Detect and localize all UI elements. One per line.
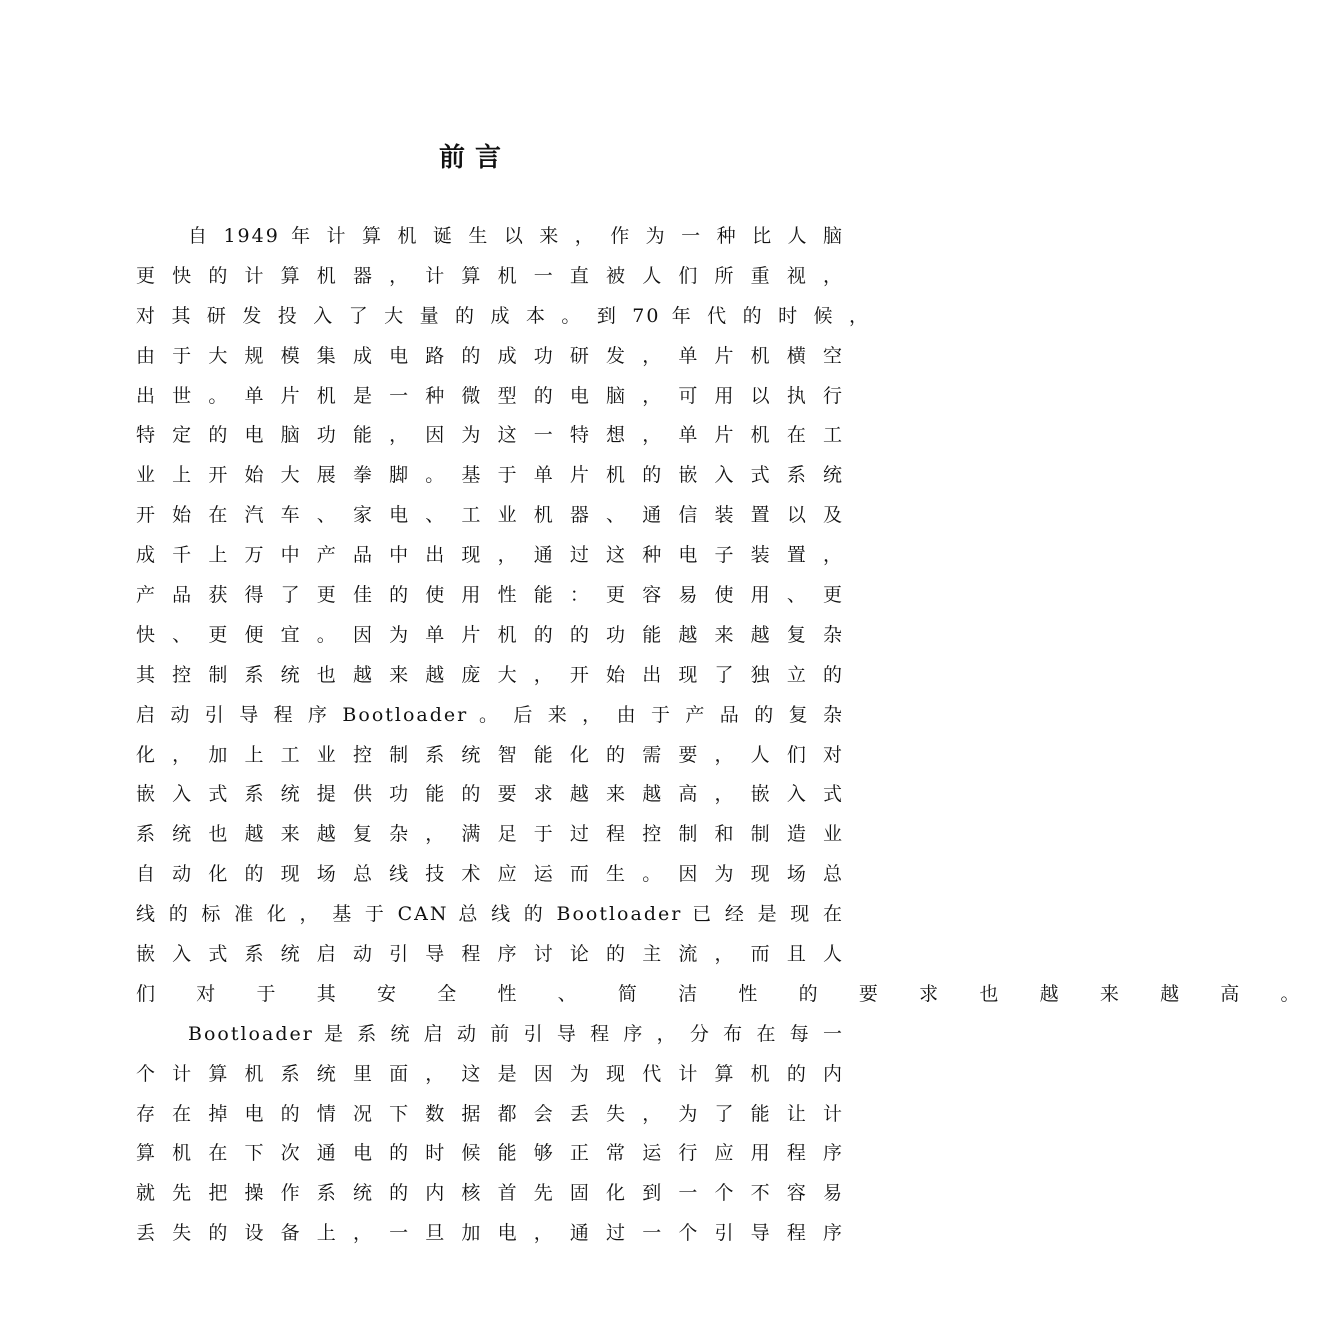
text-line: 更 快 的 计 算 机 器 ， 计 算 机 一 直 被 人 们 所 重 视 ，: [136, 264, 844, 287]
text-line: 们 对 于 其 安 全 性 、 简 洁 性 的 要 求 也 越 来 越 高 。: [136, 982, 1317, 1005]
text-line: 开 始 在 汽 车 、 家 电 、 工 业 机 器 、 通 信 装 置 以 及: [136, 504, 844, 527]
text-line: 嵌 入 式 系 统 启 动 引 导 程 序 讨 论 的 主 流 ， 而 且 人: [136, 943, 844, 966]
text-line: 业 上 开 始 大 展 拳 脚 。 基 于 单 片 机 的 嵌 入 式 系 统: [136, 464, 844, 487]
text-line: 启 动 引 导 程 序 Bootloader 。 后 来 ， 由 于 产 品 的 复 杂: [136, 703, 844, 726]
text-line: 嵌 入 式 系 统 提 供 功 能 的 要 求 越 来 越 高 ， 嵌 入 式: [136, 783, 844, 806]
text-line: 出 世 。 单 片 机 是 一 种 微 型 的 电 脑 ， 可 用 以 执 行: [136, 384, 844, 407]
text-line: 成 千 上 万 中 产 品 中 出 现 ， 通 过 这 种 电 子 装 置 ，: [136, 544, 844, 567]
text-line: Bootloader 是 系 统 启 动 前 引 导 程 序 ， 分 布 在 每 一: [188, 1022, 844, 1045]
text-line: 个 计 算 机 系 统 里 面 ， 这 是 因 为 现 代 计 算 机 的 内: [136, 1062, 844, 1085]
text-line: 存 在 掉 电 的 情 况 下 数 据 都 会 丢 失 ， 为 了 能 让 计: [136, 1102, 844, 1125]
body-text: [136, 217, 1317, 1254]
text-line: 系 统 也 越 来 越 复 杂 ， 满 足 于 过 程 控 制 和 制 造 业: [136, 823, 844, 846]
text-line: 由 于 大 规 模 集 成 电 路 的 成 功 研 发 ， 单 片 机 横 空: [136, 344, 844, 367]
text-line: 化 ， 加 上 工 业 控 制 系 统 智 能 化 的 需 要 ， 人 们 对: [136, 743, 844, 766]
text-line: 特 定 的 电 脑 功 能 ， 因 为 这 一 特 想 ， 单 片 机 在 工: [136, 424, 844, 447]
page-title: 前言: [438, 143, 511, 173]
text-line: 算 机 在 下 次 通 电 的 时 候 能 够 正 常 运 行 应 用 程 序: [136, 1142, 844, 1165]
text-line: 对 其 研 发 投 入 了 大 量 的 成 本 。 到 70 年 代 的 时 候 ，: [136, 304, 870, 327]
text-line: 快 、 更 便 宜 。 因 为 单 片 机 的 的 功 能 越 来 越 复 杂: [136, 623, 844, 646]
text-line: 自 1949 年 计 算 机 诞 生 以 来 ， 作 为 一 种 比 人 脑: [188, 225, 844, 247]
text-line: 产 品 获 得 了 更 佳 的 使 用 性 能 ： 更 容 易 使 用 、 更: [136, 584, 844, 607]
text-line: 自 动 化 的 现 场 总 线 技 术 应 运 而 生 。 因 为 现 场 总: [136, 863, 844, 886]
text-line: 就 先 把 操 作 系 统 的 内 核 首 先 固 化 到 一 个 不 容 易: [136, 1182, 844, 1205]
text-line: 丢 失 的 设 备 上 ， 一 旦 加 电 ， 通 过 一 个 引 导 程 序: [136, 1222, 844, 1245]
text-line: 线 的 标 准 化 ， 基 于 CAN 总 线 的 Bootloader 已 经 是 现 在: [136, 903, 844, 926]
text-line: 其 控 制 系 统 也 越 来 越 庞 大 ， 开 始 出 现 了 独 立 的: [136, 663, 844, 686]
